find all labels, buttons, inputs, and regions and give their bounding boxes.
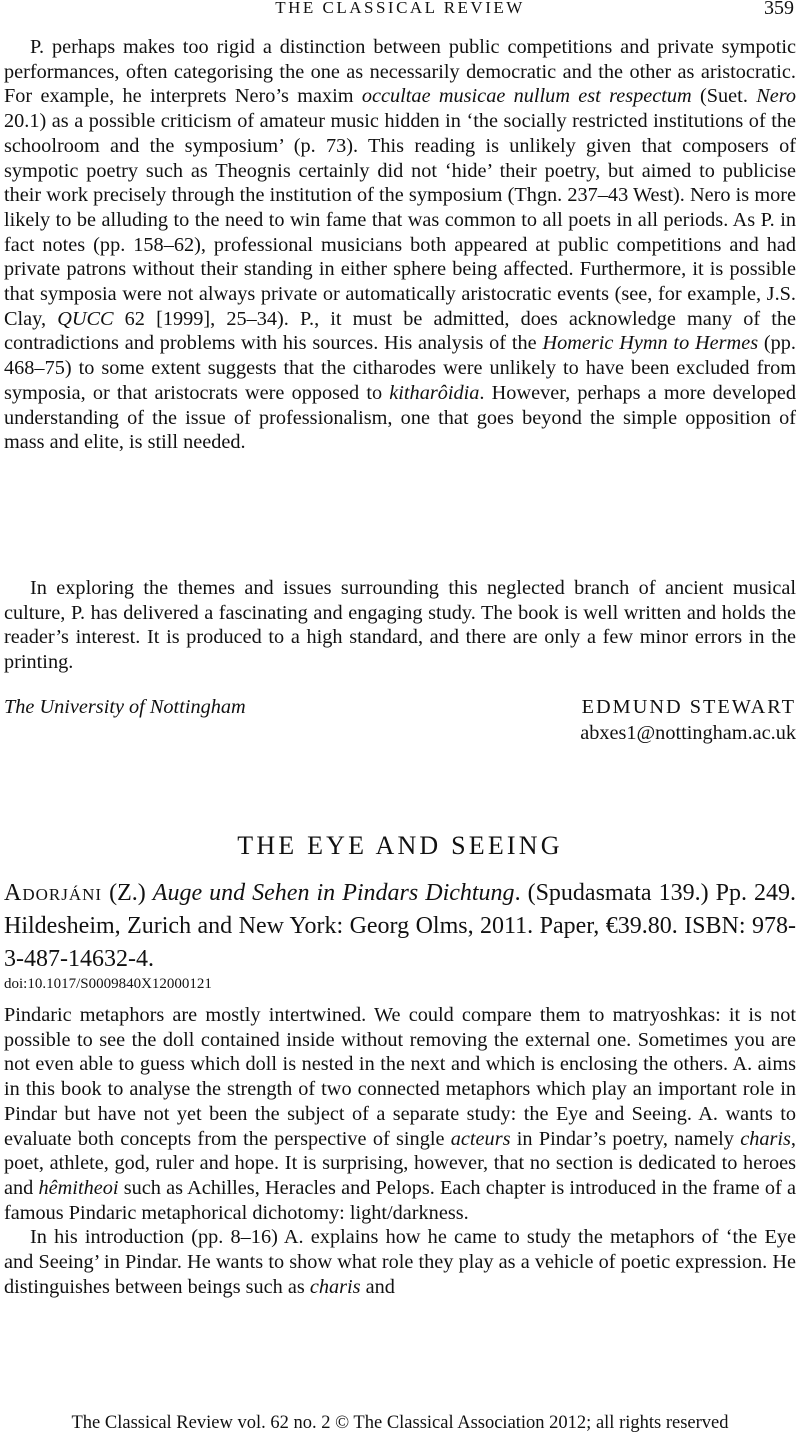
review-1-paragraph-1: [4, 35, 796, 455]
reviewer-name: EDMUND STEWART: [581, 696, 796, 718]
author-initial: (Z.): [102, 880, 153, 906]
text-run: (pp. 468–75) to some extent suggests that the citharodes were unlikely to have been excluded from symposia, or that aristocrats were opposed to: [4, 332, 796, 404]
italic-run: occultae musicae nullum est respectum: [361, 85, 692, 108]
review-2-paragraph-2: [4, 1225, 796, 1299]
review-2-paragraph-1: [4, 1003, 796, 1225]
book-citation: [4, 877, 796, 976]
text-run: in Pindar’s poetry, namely: [510, 1127, 741, 1150]
italic-run: acteurs: [450, 1127, 511, 1150]
review-1-conclusion: [4, 576, 796, 675]
text-run: P. perhaps makes too rigid a distinction between public competitions and private sympotic performances, often categorising the one as necessarily democratic and the other as aristocratic. For example, he interprets Nero’s maxim: [4, 36, 796, 108]
running-head-title: THE CLASSICAL REVIEW: [275, 0, 525, 17]
reviewer-institution: The University of Nottingham: [4, 696, 246, 718]
book-title: Auge und Sehen in Pindars Dichtung: [152, 880, 515, 906]
italic-run: Nero: [756, 85, 796, 108]
text-run: and: [360, 1275, 395, 1298]
reviewer-email: abxes1@nottingham.ac.uk: [580, 722, 796, 744]
text-run: 20.1) as a possible criticism of amateur music hidden in ‘the socially restricted institutions of the schoolroom and the symposium’ (p. 73). This reading is unlikely given that composers of sympotic poetry such as Theognis certainly did not ‘hide’ their poetry, but aimed to publicise their work precisely through the institution of the symposium (Thgn. 237–43 West). Nero is more likely to be alluding to the need to win fame that was common to all poets in all periods. As P. in fact notes (pp. 158–62), professional musicians both appeared at public competitions and had private patrons without their standing in either sphere being affected. Furthermore, it is possible that symposia were not always private or automatically aristocratic events (see, for example, J.S. Clay,: [4, 110, 796, 330]
review-1-paragraph-2: In exploring the themes and issues surrounding this neglected branch of ancient musical culture, P. has delivered a fascinating and engaging study. The book is well written and holds the reader’s interest. It is produced to a high standard, and there are only a few minor errors in the printing.: [4, 577, 796, 674]
book-author: Adorjáni: [4, 880, 103, 906]
text-run: . However, perhaps a more developed understanding of the issue of professionalism, one that goes beyond the simple opposition of mass and elite, is still needed.: [4, 381, 796, 454]
running-head: [0, 0, 800, 26]
text-run: 62 [1999], 25–34). P., it must be admitted, does acknowledge many of the contradictions and problems with his sources. His analysis of the: [4, 307, 796, 355]
text-run: such as Achilles, Heracles and Pelops. Each chapter is introduced in the frame of a famous Pindaric metaphorical dichotomy: light/darkness.: [4, 1176, 796, 1224]
italic-run: hêmitheoi: [38, 1176, 119, 1199]
italic-run: charis: [309, 1275, 361, 1298]
italic-run: charis: [740, 1127, 791, 1150]
italic-run: kitharôidia: [389, 381, 480, 404]
review-2-body: [4, 1003, 796, 1299]
doi: doi:10.1017/S0009840X12000121: [4, 976, 212, 992]
text-run: (Suet.: [691, 85, 757, 108]
section-title: THE EYE AND SEEING: [237, 831, 563, 860]
book-details: . (Spudasmata 139.) Pp. 249. Hildesheim, Zurich and New York: Georg Olms, 2011. Paper, €39.80. ISBN: 978-3-487-14632-4.: [4, 880, 796, 972]
italic-run: QUCC: [57, 307, 114, 330]
text-run: , poet, athlete, god, ruler and hope. It is surprising, however, that no section is dedicated to heroes and: [4, 1127, 796, 1199]
italic-run: Homeric Hymn to Hermes: [542, 332, 759, 355]
copyright-footer: The Classical Review vol. 62 no. 2 © The Classical Association 2012; all rights reserved: [71, 1413, 729, 1433]
text-run: In his introduction (pp. 8–16) A. explains how he came to study the metaphors of ‘the Eye and Seeing’ in Pindar. He wants to show what role they play as a vehicle of poetic expression. He distinguishes between beings such as: [4, 1226, 796, 1298]
page-number: 359: [764, 0, 794, 19]
text-run: Pindaric metaphors are mostly intertwined. We could compare them to matryoshkas: it is not possible to see the doll contained inside without removing the external one. Sometimes you are not even able to guess which doll is nested in the next and which is enclosing the others. A. aims in this book to analyse the strength of two connected metaphors which play an important role in Pindar but have not yet been the subject of a separate study: the Eye and Seeing. A. wants to evaluate both concepts from the perspective of single: [4, 1004, 796, 1150]
review-1-body: [4, 35, 796, 455]
